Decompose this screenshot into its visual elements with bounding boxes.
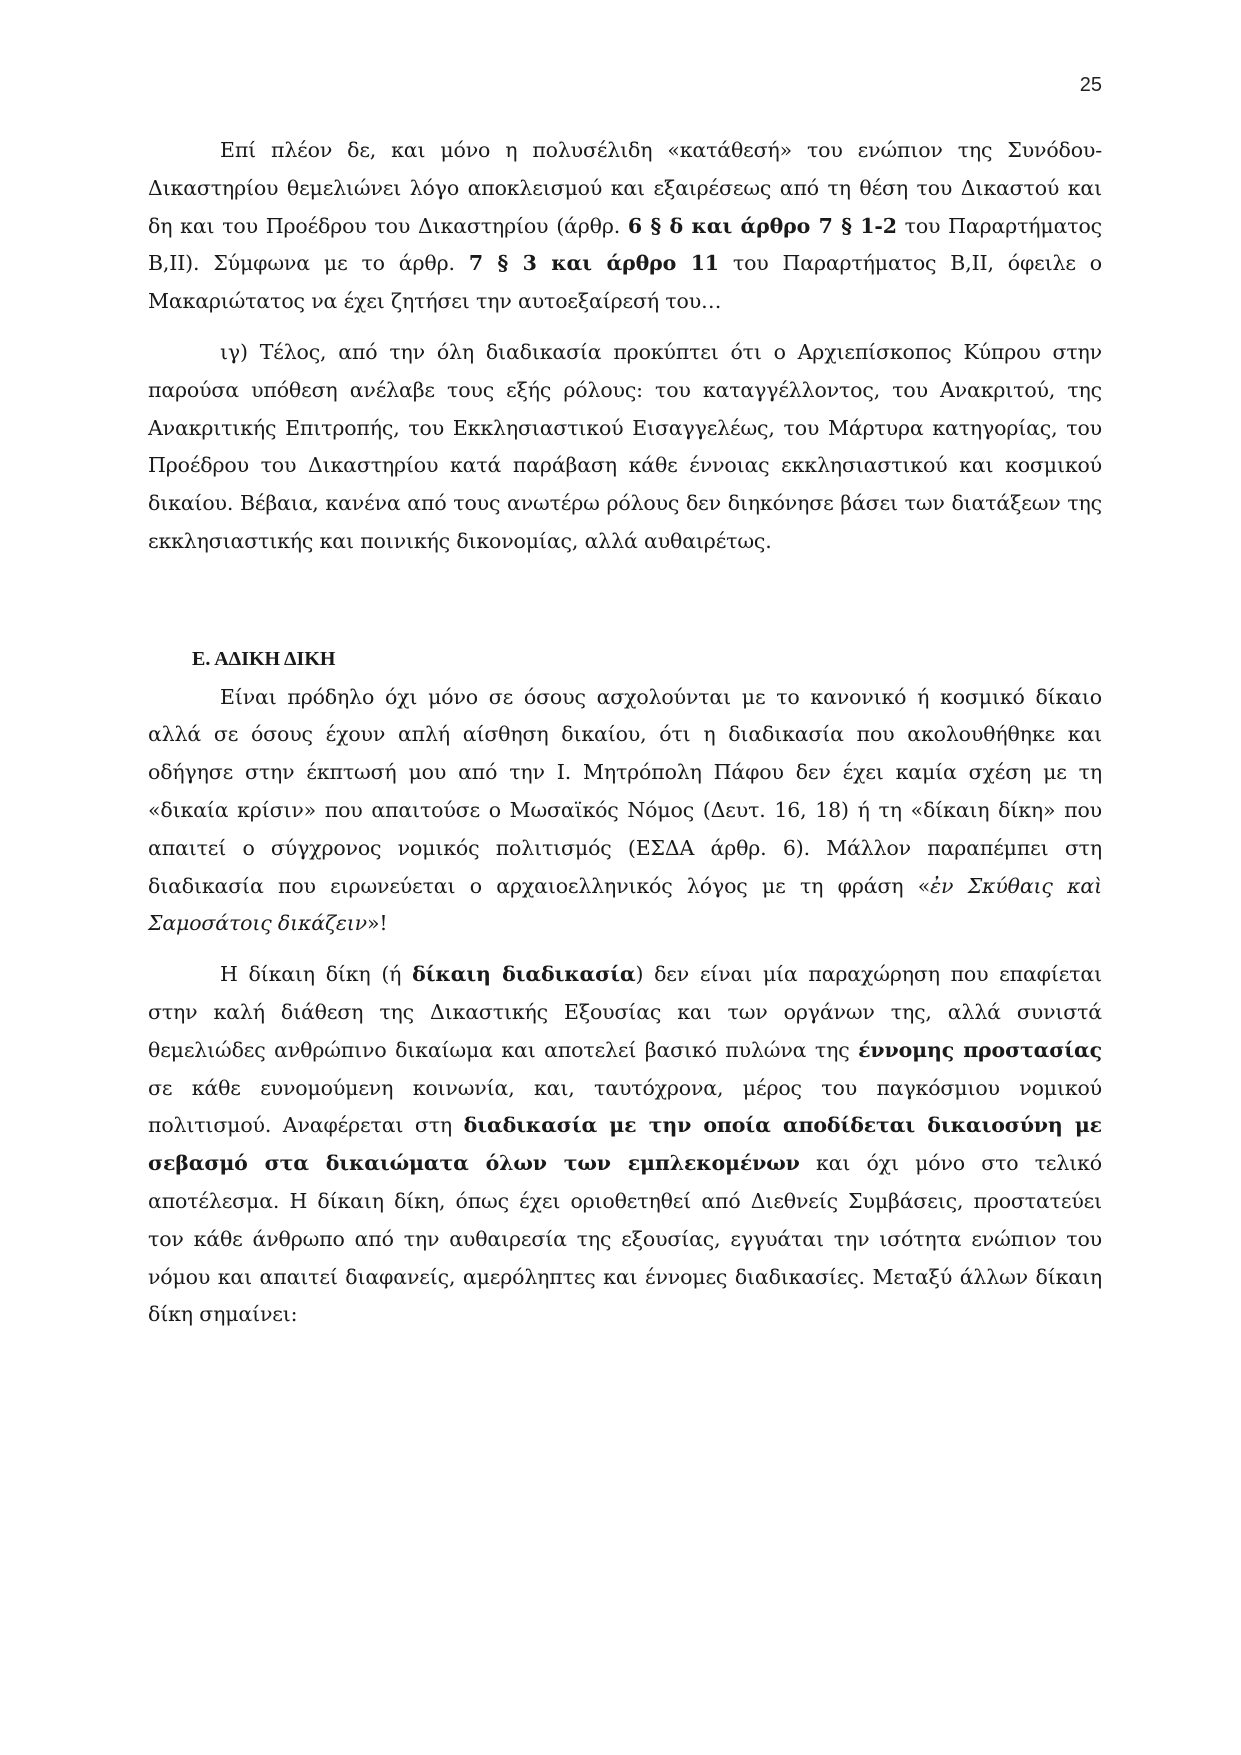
document-body bbox=[148, 132, 1102, 1334]
section-spacer bbox=[148, 561, 1102, 641]
section-heading: Ε. ΑΔΙΚΗ ΔΙΚΗ bbox=[192, 647, 336, 670]
paragraph-spacer bbox=[148, 321, 1102, 334]
text-run: ) δεν είναι μία παραχώρηση που επαφίεται στην καλή διάθεση της Δικαστικής Εξουσίας και των οργάνων της, αλλά συνιστά θεμελιώδες ανθρώπινο δικαίωμα και αποτελεί βασικό πυλώνα της bbox=[148, 962, 1102, 1062]
paragraph-roles: ιγ) Τέλος, από την όλη διαδικασία προκύπτει ότι ο Αρχιεπίσκοπος Κύπρου στην παρούσα υπόθεση ανέλαβε τους εξής ρόλους: του καταγγέλλοντος, του Ανακριτού, της Ανακριτικής Επιτροπής, του Εκκλησιαστικού Εισαγγελέως, του Μάρτυρα κατηγορίας, του Προέδρου του Δικαστηρίου κατά παράβαση κάθε έννοιας εκκλησιαστικού και κοσμικού δικαίου. Βέβαια, κανένα από τους ανωτέρω ρόλους δεν διηκόνησε βάσει των διατάξεων της εκκλησιαστικής και ποινικής δικονομίας, αλλά αυθαιρέτως. bbox=[148, 339, 1102, 553]
text-run: Είναι πρόδηλο όχι μόνο σε όσους ασχολούνται με το κανονικό ή κοσμικό δίκαιο αλλά σε όσους έχουν απλή αίσθηση δικαίου, ότι η διαδικασία που ακολουθήθηκε και οδήγησε στην έκπτωσή μου από την Ι. Μητρόπολη Πάφου δεν έχει καμία σχέση με τη «δικαία κρίσιν» που απαιτούσε ο Μωσαϊκός Νόμος (Δευτ. 16, 18) ή τη «δίκαιη δίκη» που απαιτεί ο σύγχρονος νομικός πολιτισμός (ΕΣΔΑ άρθρ. 6). Μάλλον παραπέμπει στη διαδικασία που ειρωνεύεται ο αρχαιοελληνικός λόγος με τη φράση « bbox=[148, 684, 1102, 898]
page-number: 25 bbox=[1079, 74, 1102, 96]
bold-article-reference: 6 § δ και άρθρο 7 § 1-2 bbox=[627, 213, 897, 238]
text-run: Η δίκαιη δίκη (ή bbox=[220, 962, 413, 987]
bold-term: διαδικασία με την οποία αποδίδεται δικαιοσύνη με σεβασμό στα δικαιώματα όλων των εμπλεκομένων bbox=[148, 1113, 1102, 1176]
italic-quotation: ἐν Σκύθαις καὶ Σαμοσάτοις δικάζειν bbox=[148, 873, 1102, 936]
paragraph-unfair-trial bbox=[148, 679, 1102, 944]
bold-term: δίκαιη διαδικασία bbox=[412, 962, 636, 987]
text-run: του Παραρτήματος Β,ΙΙ, όφειλε ο Μακαριώτατος να έχει ζητήσει την αυτοεξαίρεσή του… bbox=[148, 251, 1102, 314]
paragraph-fair-trial bbox=[148, 956, 1102, 1334]
text-run: »! bbox=[367, 911, 388, 936]
text-run: του Παραρτήματος Β,ΙΙ). Σύμφωνα με το άρθρ. bbox=[148, 213, 1102, 276]
paragraph-recusation bbox=[148, 132, 1102, 321]
bold-article-reference: 7 § 3 και άρθρο 11 bbox=[468, 251, 719, 276]
paragraph-spacer bbox=[148, 943, 1102, 956]
text-run: Επί πλέον δε, και μόνο η πολυσέλιδη «κατάθεσή» του ενώπιον της Συνόδου-Δικαστηρίου θεμελιώνει λόγο αποκλεισμού και εξαιρέσεως από τη θέση του Δικαστού και δη και του Προέδρου του Δικαστηρίου (άρθρ. bbox=[148, 138, 1102, 238]
text-run: σε κάθε ευνομούμενη κοινωνία, και, ταυτόχρονα, μέρος του παγκόσμιου νομικού πολιτισμού. Αναφέρεται στη bbox=[148, 1075, 1102, 1138]
bold-term: έννομης προστασίας bbox=[858, 1037, 1102, 1062]
text-run: και όχι μόνο στο τελικό αποτέλεσμα. Η δίκαιη δίκη, όπως έχει οριοθετηθεί από Διεθνείς Συμβάσεις, προστατεύει τον κάθε άνθρωπο από την αυθαιρεσία της εξουσίας, εγγυάται την ισότητα ενώπιον του νόμου και απαιτεί διαφανείς, αμερόληπτες και έννομες διαδικασίες. Μεταξύ άλλων δίκαιη δίκη σημαίνει: bbox=[148, 1151, 1102, 1327]
